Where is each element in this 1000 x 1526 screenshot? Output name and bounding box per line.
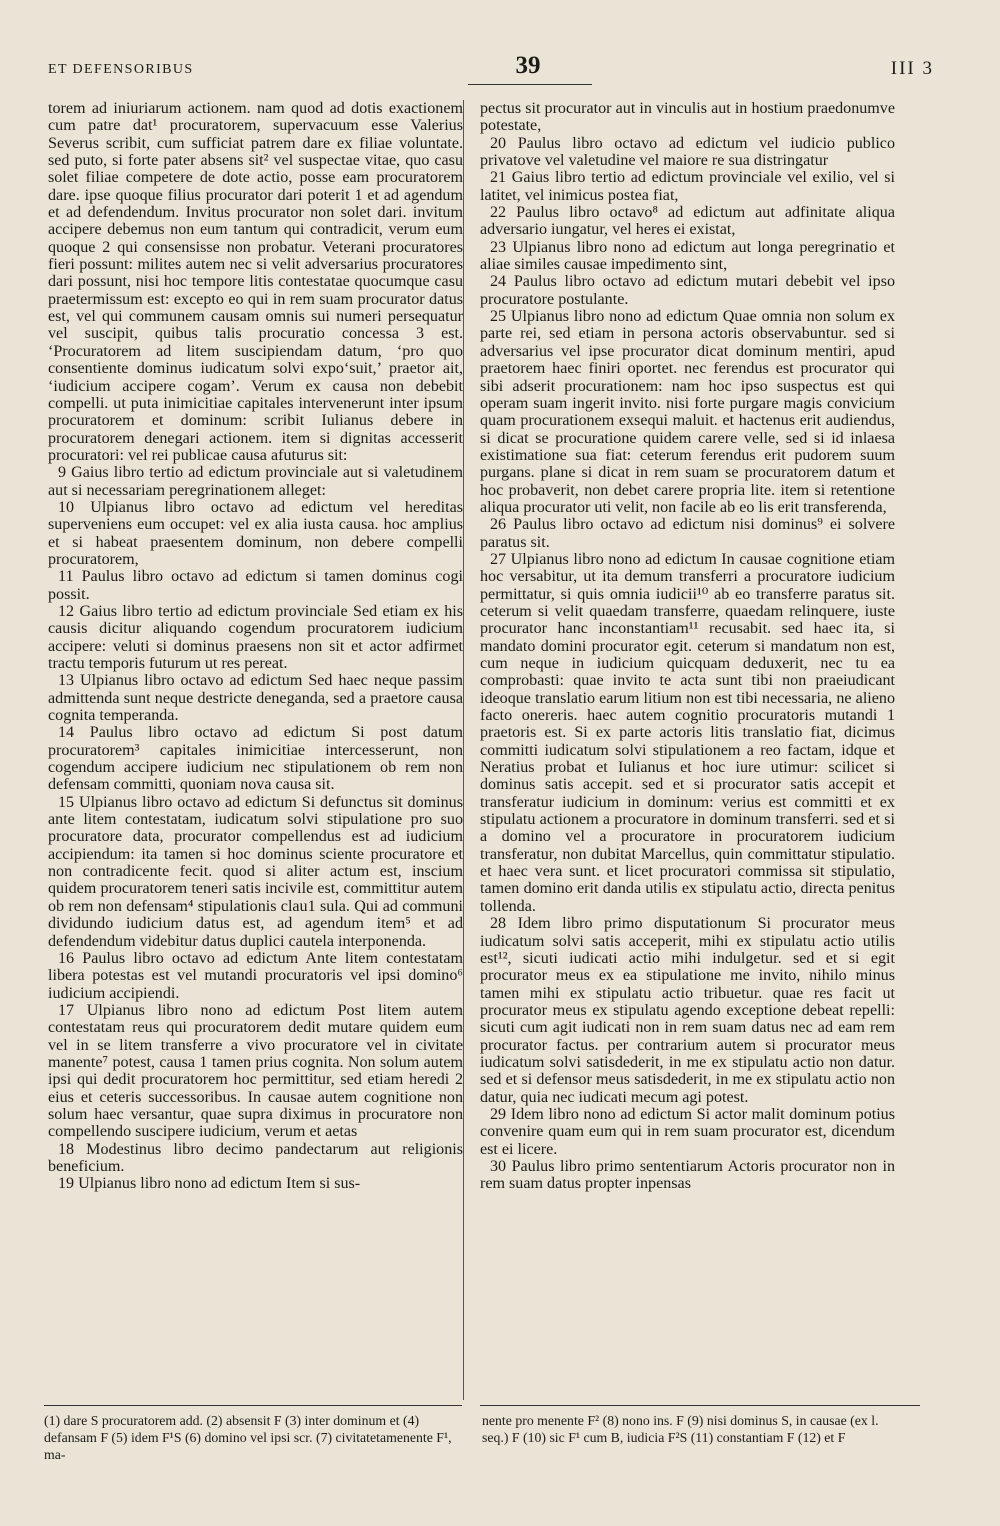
paragraph: 25 Ulpianus libro nono ad edictum Quae omnia non solum ex parte rei, sed etiam in persona actoris observabuntur. sed si adversarius vel ipse procurator dicat dominum mentiri, apud praetorem haec finiri oportet. nec ferendus est procurator qui sibi adserit procurationem: nam hoc ipso suspectus est qui operam suam ingerit invito. nisi forte purgare magis convicium quam procurationem exsequi maluit. et hactenus erit audiendus, si dicat se procuratione quidem carere velle, sed si id inlaesa existimatione sua fiat: ceterum ferendus erit pudorem suum purgans. plane si dicat in rem suam se procuratorem datum et hoc probaverit, non debet carere propria lite. item si retentione aliqua procurator uti velit, non facile ab eo lis erit transferenda,: [480, 308, 895, 516]
paragraph: 20 Paulus libro octavo ad edictum vel iudicio publico privatove vel valetudine vel maiore re sua distringatur: [480, 134, 895, 170]
paragraph: 24 Paulus libro octavo ad edictum mutari debebit vel ipso procuratore postulante.: [480, 273, 895, 308]
paragraph: 22 Paulus libro octavo⁸ ad edictum aut adfinitate aliqua adversario iungatur, vel heres ei existat,: [480, 204, 895, 239]
header-rule: [468, 84, 592, 85]
paragraph: 21 Gaius libro tertio ad edictum provinciale vel exilio, vel si latitet, vel inimicus postea fiat,: [480, 169, 895, 204]
paragraph: 10 Ulpianus libro octavo ad edictum vel hereditas superveniens eum occupet: vel ex alia iusta causa. hoc amplius et si habeat praesentem dominum, non debere compelli procuratorem,: [48, 498, 463, 568]
paragraph: 30 Paulus libro primo sententiarum Actoris procurator non in rem suam datus propter inpensas: [480, 1157, 895, 1193]
paragraph: 23 Ulpianus libro nono ad edictum aut longa peregrinatio et aliae similes causae impedimento sint,: [480, 238, 895, 274]
page-header: [48, 52, 952, 92]
paragraph: 13 Ulpianus libro octavo ad edictum Sed haec neque passim admittenda sunt neque destricte deneganda, sed a praetore causa cognita temperanda.: [48, 672, 463, 725]
paragraph: 27 Ulpianus libro nono ad edictum In causae cognitione etiam hoc versabitur, ut ita demum transferri a procuratore iudicium permittatur, si quis omnia iudicii¹⁰ ab eo transferre paratus sit. ceterum si velit quaedam transferre, quaedam relinquere, iuste procurator hanc inconstantiam¹¹ recusabit. sed haec ita, si mandato domini procurator egit. ceterum si mandatum non est, cum neque in iudicium quicquam deduxerit, nec tu ea comprobasti: quae invito te acta sunt tibi non praeiudicant ideoque translatio earum litium non est tibi necessaria, ne alieno facto onereris. haec autem cognitio procuratoris mutandi 1 praetoris est. Si ex parte actoris litis translatio fiat, dicimus committi iudicatum solvi stipulationem a reo factam, idque et Neratius probat et Iulianus et hoc iure utimur: scilicet si dominus satis accepit. sed et si procurator satis accepit et transferatur iudicium in dominum: verius est committi et ex stipulatu actionem a procuratore in dominum transferri. sed et si a domino vel a procuratore in procuratorem iudicium transferatur, non dubitat Marcellus, quin committatur stipulatio. et haec vera sunt. et licet procuratori commissa sit stipulatio, tamen domino erit danda utilis ex stipulatu actio, directa penitus tollenda.: [480, 550, 895, 915]
paragraph: 12 Gaius libro tertio ad edictum provinciale Sed etiam ex his causis dicitur aliquando cogendum procuratorem iudicium accipere: veluti si dominus praesens non sit et actor adfirmet tractu temporis futurum ut res pereat.: [48, 602, 463, 672]
paragraph: 9 Gaius libro tertio ad edictum provinciale aut si valetudinem aut si necessariam peregrinationem alleget:: [48, 464, 463, 499]
running-title: ET DEFENSORIBUS: [48, 62, 194, 77]
paragraph: 19 Ulpianus libro nono ad edictum Item si sus-: [58, 1175, 361, 1193]
paragraph: 15 Ulpianus libro octavo ad edictum Si defunctus sit dominus ante litem contestatam, iudicatum solvi stipulatione pro suo procuratore data, procurator compellendus est ad iudicium accipiendum: ita tamen si hoc dominus sciente procuratore et non contradicente fecit. quod si aliter actum est, inscium quidem procuratorem teneri satis incivile est, committitur autem ob rem non defensam⁴ stipulationis clau1 sula. Qui ad communi dividundo iudicium datus est, ad agendum item⁵ et ad defendendum videbitur datus duplici cautela interponenda.: [48, 793, 463, 950]
footnotes-left: (1) dare S procuratorem add. (2) absensit F (3) inter dominum et (4) defansam F (5) idem F¹S (6) domino vel ipsi scr. (7) civitatetamenente F¹, ma-: [44, 1413, 452, 1462]
footnote-rule-right: [480, 1405, 920, 1406]
paragraph: pectus sit procurator aut in vinculis aut in hostium praedonumve potestate,: [480, 100, 895, 135]
column-divider: [463, 100, 464, 1400]
paragraph: 18 Modestinus libro decimo pandectarum aut religionis beneficium.: [48, 1140, 463, 1175]
footnote-rule-left: [44, 1405, 462, 1406]
page-number: 39: [515, 52, 541, 79]
right-column: [480, 100, 895, 1193]
left-column: [48, 100, 463, 1193]
paragraph: 29 Idem libro nono ad edictum Si actor malit dominum potius convenire quam eum qui in rem suam procurator est, dicendum est ei licere.: [480, 1105, 895, 1158]
paragraph: 14 Paulus libro octavo ad edictum Si post datum procuratorem³ capitales inimicitiae intercesserunt, non cogendum accipere iudicium nec stipulationem ob rem non defensam committi, quoniam nova causa sit.: [48, 724, 463, 794]
paragraph: 17 Ulpianus libro nono ad edictum Post litem autem contestatam reus qui procuratorem dedit mutare quidem eum vel in se litem transferre a vivo procuratore vel in civitate manente⁷ potest, causa 1 tamen prius cognita. Non solum autem ipsi qui dedit procuratorem hoc permittitur, sed etiam heredi 2 eius et ceteris successoribus. In causae autem cognitione non solum haec versantur, quae supra diximus in procuratore non compellendo suscipere iudicium, verum et aetas: [48, 1001, 463, 1141]
footnotes-right: nente pro menente F² (8) nono ins. F (9) nisi dominus S, in causae (ex l. seq.) F (10) sic F¹ cum B, iudicia F²S (11) constantiam F (12) et F: [482, 1413, 879, 1445]
paragraph: 11 Paulus libro octavo ad edictum si tamen dominus cogi possit.: [48, 568, 463, 603]
section-number: III 3: [890, 58, 934, 79]
paragraph: 28 Idem libro primo disputationum Si procurator meus iudicatum solvi satis acceperit, mihi ex stipulatu actio utilis est¹², sicuti iudicati actio mihi indulgetur. sed et si egit procurator meus ex ea stipulatione me invito, nihilo minus tamen mihi ex stipulatu actio tribuetur. quae res facit ut procurator meus ex stipulatu agendo exceptione debeat repelli: sicuti cum agit iudicati non in rem suam datus nec ad eam rem procurator factus. per contrarium autem si procurator meus iudicatum solvi satisdederit, in me ex stipulatu actio non datur. sed et si defensor meus satisdederit, in me ex stipulatu actio non datur, quia nec iudicati mecum agi potest.: [480, 915, 895, 1106]
paragraph: 16 Paulus libro octavo ad edictum Ante litem contestatam libera potestas est vel mutandi procuratoris vel ipsi domino⁶ iudicium accipiendi.: [48, 949, 463, 1002]
paragraph: 26 Paulus libro octavo ad edictum nisi dominus⁹ ei solvere paratus sit.: [480, 516, 895, 551]
paragraph: torem ad iniuriarum actionem. nam quod ad dotis exactionem cum patre dat¹ procuratorem, supervacuum esse Valerius Severus scribit, cum sufficiat patrem dare ex filiae voluntate. sed puto, si forte pater absens sit² vel suspectae vitae, quo casu solet filiae competere de dote actio, posse eam procuratorem dare. ipse quoque filius procurator dari poterit 1 et ad agendum et ad defendendum. Invitus procurator non solet dari. invitum accipere debemus non eum tantum qui contradicit, verum eum quoque 2 qui consensisse non probatur. Veterani procuratores fieri possunt: milites autem nec si velit adversarius procuratores dari possunt, nisi hoc tempore litis contestatae quocumque casu praetermissum est: excepto eo qui in rem suam procurator datus est, vel qui communem causam omnis sui numeri persequatur vel suscipit, quibus talis procuratio concessa 3 est. ‘Procuratorem ad litem suscipiendam datum, ‘pro quo consentiente dominus iudicatum solvi expo‘suit,’ praetor ait, ‘iudicium accipere cogam’. Verum ex causa non debebit compelli. ut puta inimicitiae capitales intervenerunt inter ipsum procuratorem et dominum: scribit Iulianus debere in procuratorem denegari actionem. item si dignitas accesserit procuratori: vel rei publicae causa afuturus sit:: [48, 100, 463, 464]
